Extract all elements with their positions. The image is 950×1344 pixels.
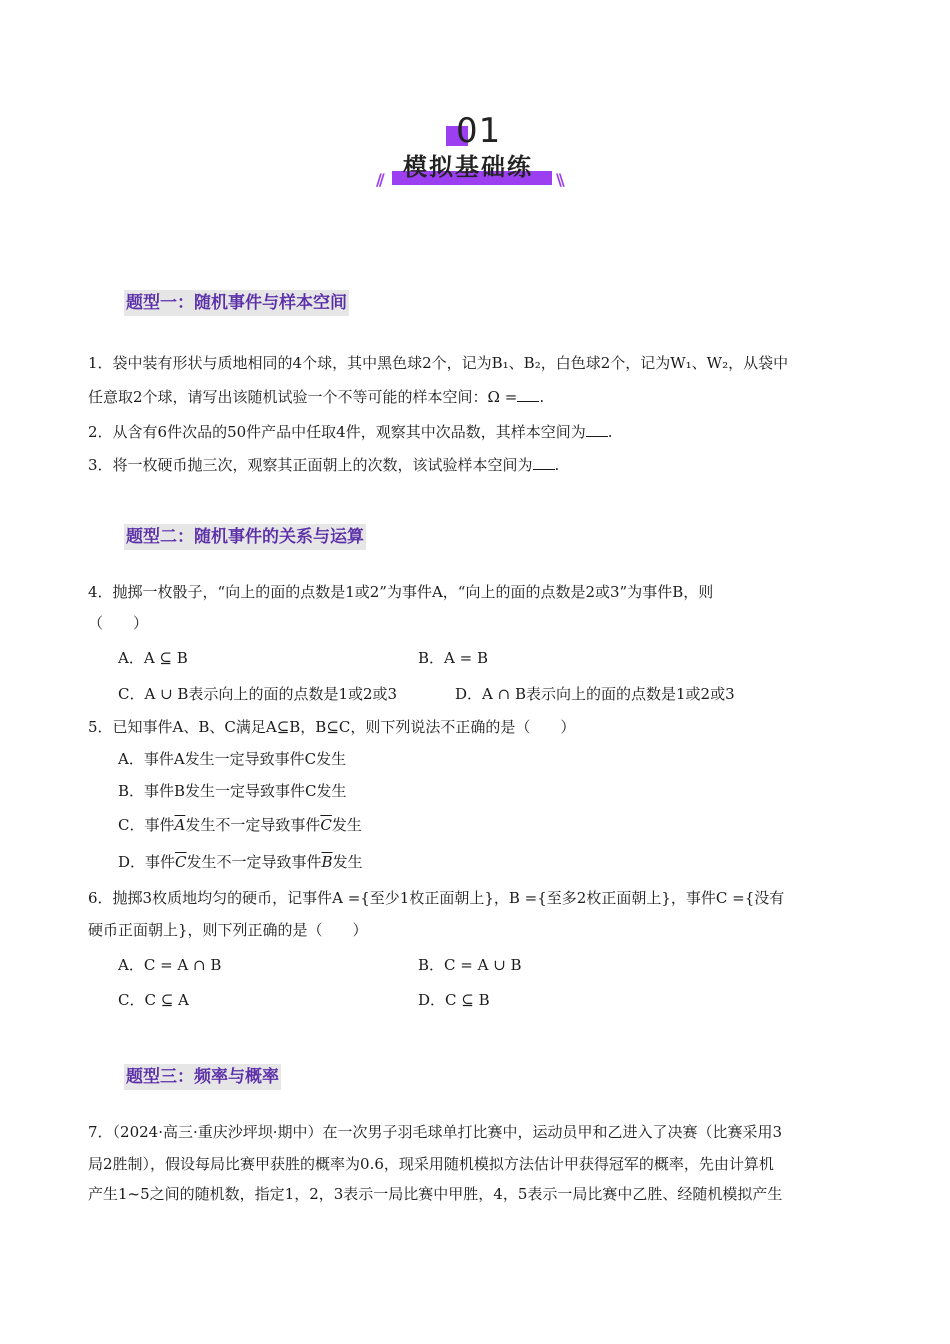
q4-option-c: C．A ∪ B表示向上的面的点数是1或2或3: [118, 685, 398, 703]
section-number: 01: [456, 111, 502, 151]
q5-d-middle: 发生不一定导致事件: [186, 853, 322, 871]
q1-end: .: [539, 388, 545, 406]
q6-option-d: D．C ⊆ B: [418, 991, 490, 1009]
q5-option-c: [118, 814, 362, 836]
q3-text: 3．将一枚硬币抛三次，观察其正面朝上的次数，该试验样本空间为: [88, 456, 533, 474]
q4-option-a: A．A ⊆ B: [118, 649, 188, 667]
right-decoration: \\: [556, 170, 562, 189]
q6-option-c: C．C ⊆ A: [118, 991, 189, 1009]
q6-option-a: A．C = A ∩ B: [118, 956, 222, 974]
page-title: 模拟基础练: [403, 153, 533, 181]
section-header-2: 题型二：随机事件的关系与运算: [124, 524, 366, 550]
answer-blank: [517, 387, 539, 402]
q6-option-b: B．C = A ∪ B: [418, 956, 522, 974]
q7-line2: 局2胜制），假设每局比赛甲获胜的概率为0.6，现采用随机模拟方法估计甲获得冠军的概率，先由计算机: [88, 1155, 774, 1173]
q4-line1: 4．抛掷一枚骰子，“向上的面的点数是1或2”为事件A，“向上的面的点数是2或3”为事件B，则: [88, 583, 714, 601]
q5-c-complement-c: $\overline{C}$: [320, 816, 332, 834]
q5-c-complement-a: $\overline{A}$: [174, 816, 186, 834]
q1-line2-text: 任意取2个球，请写出该随机试验一个不等可能的样本空间：Ω =: [88, 388, 518, 406]
q5-option-b: B．事件B发生一定导致事件C发生: [118, 782, 347, 800]
q5-d-prefix: D．事件: [118, 853, 176, 871]
q5-c-middle: 发生不一定导致事件: [185, 816, 321, 834]
q4-line2: （ ）: [88, 614, 149, 632]
q5-d-complement-b: $\overline{B}$: [321, 853, 333, 871]
q5-c-suffix: 发生: [331, 816, 362, 834]
section-header-1: 题型一：随机事件与样本空间: [124, 290, 349, 316]
q5-d-suffix: 发生: [332, 853, 363, 871]
q5-option-a: A．事件A发生一定导致事件C发生: [118, 750, 347, 768]
q5-stem: 5．已知事件A、B、C满足A⊆B，B⊆C，则下列说法不正确的是（ ）: [88, 718, 576, 736]
q2-line: [88, 421, 613, 443]
q4-option-d: D．A ∩ B表示向上的面的点数是1或2或3: [455, 685, 735, 703]
q3-line: [88, 454, 559, 476]
q1-line2: [88, 386, 544, 408]
q5-option-d: [118, 851, 363, 873]
q7-line1: 7．（2024·高三·重庆沙坪坝·期中）在一次男子羽毛球单打比赛中，运动员甲和乙进入了决赛（比赛采用3: [88, 1123, 783, 1141]
q6-line2: 硬币正面朝上}，则下列正确的是（ ）: [88, 921, 368, 939]
q4-option-b: B．A = B: [418, 649, 488, 667]
q5-c-prefix: C．事件: [118, 816, 175, 834]
answer-blank: [533, 455, 555, 470]
q3-end: .: [554, 456, 560, 474]
q1-line1: 1．袋中装有形状与质地相同的4个球，其中黑色球2个，记为B₁、B₂，白色球2个，记为W₁、W₂，从袋中: [88, 354, 789, 372]
q5-d-complement-c: $\overline{C}$: [175, 853, 187, 871]
q2-end: .: [607, 423, 613, 441]
section-header-3: 题型三：频率与概率: [124, 1064, 281, 1090]
answer-blank: [586, 422, 608, 437]
q2-text: 2．从含有6件次品的50件产品中任取4件，观察其中次品数，其样本空间为: [88, 423, 586, 441]
q7-line3: 产生1~5之间的随机数，指定1，2，3表示一局比赛中甲胜，4，5表示一局比赛中乙胜、经随机模拟产生: [88, 1185, 783, 1203]
q6-line1: 6．抛掷3枚质地均匀的硬币，记事件A ={至少1枚正面朝上}，B ={至多2枚正面朝上}，事件C ={没有: [88, 889, 785, 907]
left-decoration: //: [376, 170, 382, 189]
